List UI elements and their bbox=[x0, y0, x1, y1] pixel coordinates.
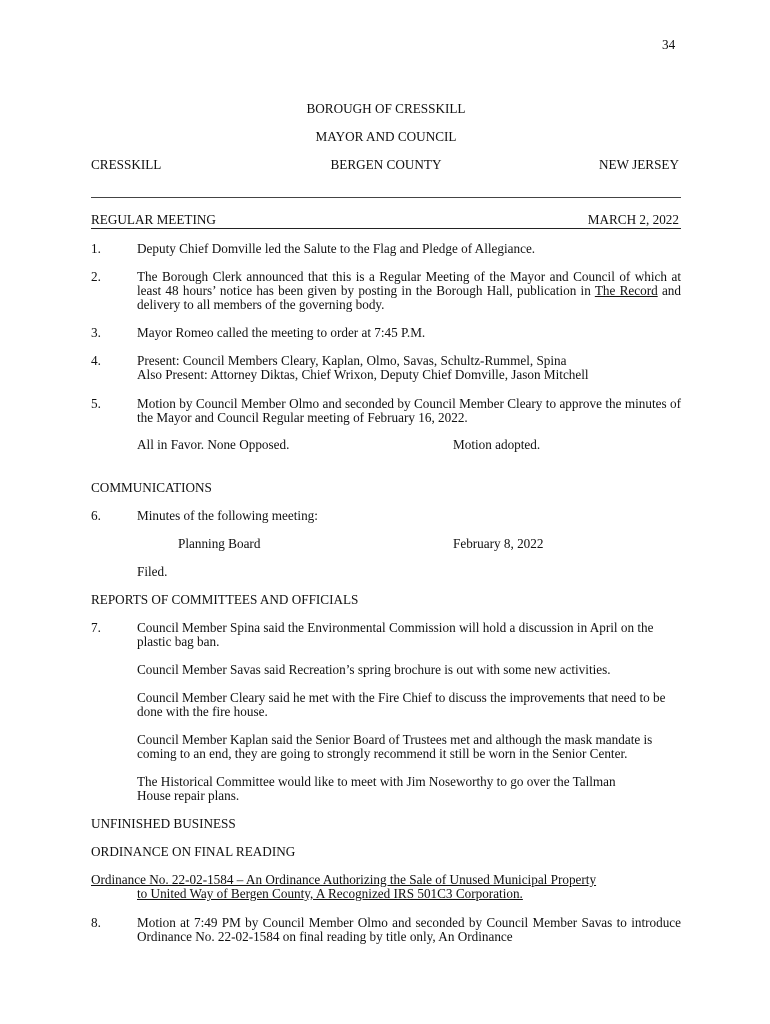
ordinance-title-line: Ordinance No. 22-02-1584 – An Ordinance Authorizing the Sale of Unused Municipal Property bbox=[91, 872, 597, 887]
report-paragraph: Council Member Cleary said he met with the Fire Chief to discuss the improvements that need to be done with the fire house. bbox=[137, 690, 666, 720]
vote-tally: All in Favor. None Opposed. bbox=[137, 437, 290, 452]
state-name: NEW JERSEY bbox=[599, 157, 679, 172]
ordinance-title bbox=[91, 873, 681, 901]
header-divider bbox=[91, 197, 681, 198]
section-heading: REPORTS OF COMMITTEES AND OFFICIALS bbox=[91, 592, 359, 607]
section-heading: COMMUNICATIONS bbox=[91, 480, 212, 495]
item-text: Motion by Council Member Olmo and seconded by Council Member Cleary to approve the minutes of the Mayor and Council Regular meeting of February 16, 2022. bbox=[137, 396, 681, 426]
meeting-type: REGULAR MEETING bbox=[91, 212, 216, 227]
page-number: 34 bbox=[662, 37, 676, 52]
item-text-part: The Borough Clerk announced that this is a Regular Meeting of the Mayor and Council of which at least 48 hours’ notice has been given by posting in the Borough Hall, publication in bbox=[137, 269, 681, 299]
item-number: 4. bbox=[91, 353, 101, 368]
item-number: 1. bbox=[91, 241, 101, 256]
board-name: Planning Board bbox=[178, 536, 261, 551]
item-number: 7. bbox=[91, 620, 101, 635]
minutes-date: February 8, 2022 bbox=[453, 536, 544, 551]
report-paragraph: The Historical Committee would like to meet with Jim Noseworthy to go over the Tallman House repair plans. bbox=[137, 774, 616, 804]
section-heading: UNFINISHED BUSINESS bbox=[91, 816, 236, 831]
filed-status: Filed. bbox=[137, 564, 168, 579]
ordinance-title-line: to United Way of Bergen County, A Recognized IRS 501C3 Corporation. bbox=[137, 886, 523, 902]
report-paragraph: Council Member Savas said Recreation’s spring brochure is out with some new activities. bbox=[137, 662, 611, 677]
item-number: 8. bbox=[91, 915, 101, 930]
motion-result: Motion adopted. bbox=[453, 437, 541, 452]
attendance-also-present: Also Present: Attorney Diktas, Chief Wrixon, Deputy Chief Domville, Jason Mitchell bbox=[137, 367, 589, 382]
org-title: BOROUGH OF CRESSKILL bbox=[306, 101, 466, 116]
section-heading: ORDINANCE ON FINAL READING bbox=[91, 844, 296, 859]
item-number: 5. bbox=[91, 396, 101, 411]
item-number: 3. bbox=[91, 325, 101, 340]
item-number: 2. bbox=[91, 269, 101, 284]
item-number: 6. bbox=[91, 508, 101, 523]
meeting-date: MARCH 2, 2022 bbox=[587, 212, 679, 227]
item-text-part: and delivery to all members of the governing body. bbox=[137, 283, 681, 313]
meeting-row bbox=[91, 213, 681, 229]
report-paragraph: Council Member Spina said the Environmental Commission will hold a discussion in April on the plastic bag ban. bbox=[137, 620, 654, 650]
newspaper-name: The Record bbox=[594, 283, 658, 299]
item-text: Motion at 7:49 PM by Council Member Olmo and seconded by Council Member Savas to introduce Ordinance No. 22-02-1584 on final reading by title only, An Ordinance bbox=[137, 915, 681, 945]
county-name: BERGEN COUNTY bbox=[330, 157, 442, 172]
vote-row bbox=[137, 438, 681, 452]
report-paragraph: Council Member Kaplan said the Senior Board of Trustees met and although the mask mandate is coming to an end, they are going to strongly recommend it still be worn in the Senior Center. bbox=[137, 732, 653, 762]
town-name: CRESSKILL bbox=[91, 157, 162, 172]
item-text: Minutes of the following meeting: bbox=[137, 508, 318, 523]
item-text: Mayor Romeo called the meeting to order at 7:45 P.M. bbox=[137, 325, 426, 340]
attendance-present: Present: Council Members Cleary, Kaplan, Olmo, Savas, Schultz-Rummel, Spina bbox=[137, 353, 567, 368]
body-title: MAYOR AND COUNCIL bbox=[315, 129, 457, 144]
item-text: Deputy Chief Domville led the Salute to the Flag and Pledge of Allegiance. bbox=[137, 241, 536, 256]
item-text bbox=[137, 270, 681, 313]
